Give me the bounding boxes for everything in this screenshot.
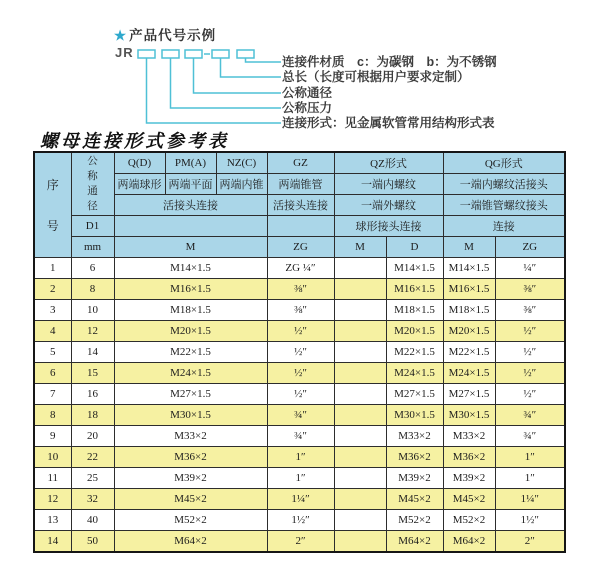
connector-line [221, 58, 282, 77]
table-row [34, 279, 565, 300]
cell-dn: 20 [71, 426, 114, 447]
table-row [34, 531, 565, 553]
header-type-pm: PM(A) [165, 152, 216, 174]
cell-dn: 22 [71, 447, 114, 468]
cell-qz-d: M24×1.5 [386, 363, 443, 384]
cell-qg-zg: 2″ [495, 531, 565, 553]
table-row [34, 300, 565, 321]
cell-seq: 4 [34, 321, 71, 342]
diagram-label-pressure: 公称压力 [282, 101, 333, 115]
product-code-prefix: JR [115, 45, 134, 60]
cell-qg-zg: ½″ [495, 384, 565, 405]
cell-qz-m [334, 258, 386, 279]
cell-qz-d: M39×2 [386, 468, 443, 489]
cell-qz-m [334, 384, 386, 405]
cell-qz-m [334, 510, 386, 531]
cell-qg-m: M36×2 [443, 447, 495, 468]
cell-gz: ⅜″ [267, 300, 334, 321]
header-qg-conn2: 连接 [443, 216, 565, 237]
cell-m: M64×2 [114, 531, 267, 553]
header-empty-cell [267, 216, 334, 237]
cell-qz-m [334, 447, 386, 468]
cell-qz-d: M52×2 [386, 510, 443, 531]
diagram-label-diameter: 公称通径 [282, 86, 333, 100]
cell-dn: 15 [71, 363, 114, 384]
cell-qg-m: M22×1.5 [443, 342, 495, 363]
code-box-5 [237, 50, 254, 58]
cell-qg-m: M14×1.5 [443, 258, 495, 279]
header-row-1 [34, 152, 565, 174]
cell-m: M27×1.5 [114, 384, 267, 405]
cell-gz: ⅜″ [267, 279, 334, 300]
header-dn [71, 152, 114, 216]
header-unit-qg-zg: ZG [495, 237, 565, 258]
header-qg-desc: 一端内螺纹活接头 [443, 174, 565, 195]
header-q-desc: 两端球形 [114, 174, 165, 195]
header-dn-char: 通 [87, 186, 98, 197]
cell-qg-zg: ¼″ [495, 258, 565, 279]
header-row-2 [34, 174, 565, 195]
cell-m: M39×2 [114, 468, 267, 489]
cell-dn: 6 [71, 258, 114, 279]
cell-qg-m: M27×1.5 [443, 384, 495, 405]
diagram-label-connection: 连接形式：见金属软管常用结构形式表 [282, 116, 495, 130]
cell-qz-d: M18×1.5 [386, 300, 443, 321]
table-title: 螺母连接形式参考表 [40, 131, 229, 152]
header-unit-qz-d: D [386, 237, 443, 258]
cell-qz-d: M36×2 [386, 447, 443, 468]
cell-seq: 7 [34, 384, 71, 405]
cell-m: M16×1.5 [114, 279, 267, 300]
cell-qg-zg: ¾″ [495, 426, 565, 447]
code-box-1 [138, 50, 155, 58]
cell-qz-d: M14×1.5 [386, 258, 443, 279]
connector-line [194, 58, 282, 93]
header-seq-char: 号 [46, 218, 59, 233]
connector-line [147, 58, 282, 123]
cell-dn: 14 [71, 342, 114, 363]
header-dn-char: 称 [87, 171, 98, 182]
header-unit-zg: ZG [267, 237, 334, 258]
header-type-qg: QG形式 [443, 152, 565, 174]
cell-qg-m: M39×2 [443, 468, 495, 489]
cell-seq: 14 [34, 531, 71, 553]
header-row-3 [34, 195, 565, 216]
cell-qg-m: M33×2 [443, 426, 495, 447]
header-type-qz: QZ形式 [334, 152, 443, 174]
cell-seq: 10 [34, 447, 71, 468]
cell-qz-m [334, 321, 386, 342]
table-row [34, 405, 565, 426]
table-body [34, 258, 565, 553]
cell-qg-m: M20×1.5 [443, 321, 495, 342]
header-row-4 [34, 216, 565, 237]
code-box-3 [185, 50, 202, 58]
cell-seq: 3 [34, 300, 71, 321]
cell-m: M52×2 [114, 510, 267, 531]
cell-m: M33×2 [114, 426, 267, 447]
cell-gz: ½″ [267, 342, 334, 363]
header-pm-desc: 两端平面 [165, 174, 216, 195]
cell-gz: 2″ [267, 531, 334, 553]
header-d1: D1 [71, 216, 114, 237]
header-type-nz: NZ(C) [216, 152, 267, 174]
cell-seq: 1 [34, 258, 71, 279]
cell-gz: ¾″ [267, 426, 334, 447]
cell-gz: ½″ [267, 363, 334, 384]
cell-qg-zg: 1″ [495, 468, 565, 489]
cell-qg-zg: 1″ [495, 447, 565, 468]
cell-seq: 9 [34, 426, 71, 447]
cell-m: M18×1.5 [114, 300, 267, 321]
cell-m: M24×1.5 [114, 363, 267, 384]
cell-qg-m: M52×2 [443, 510, 495, 531]
diagram-label-material: 连接件材质 c：为碳钢 b：为不锈钢 [282, 55, 497, 69]
cell-dn: 8 [71, 279, 114, 300]
cell-qz-d: M22×1.5 [386, 342, 443, 363]
cell-qz-m [334, 426, 386, 447]
table-row [34, 468, 565, 489]
header-qz-conn2: 球形接头连接 [334, 216, 443, 237]
table-row [34, 426, 565, 447]
cell-seq: 12 [34, 489, 71, 510]
cell-m: M20×1.5 [114, 321, 267, 342]
cell-qz-m [334, 531, 386, 553]
cell-dn: 40 [71, 510, 114, 531]
header-row-5 [34, 237, 565, 258]
header-unit-qz-m: M [334, 237, 386, 258]
cell-qz-d: M27×1.5 [386, 384, 443, 405]
header-qz-desc: 一端内螺纹 [334, 174, 443, 195]
cell-qz-m [334, 405, 386, 426]
cell-qg-m: M24×1.5 [443, 363, 495, 384]
header-dn-char: 公 [87, 156, 98, 167]
header-nz-desc: 两端内锥 [216, 174, 267, 195]
cell-m: M30×1.5 [114, 405, 267, 426]
cell-gz: ZG ¼″ [267, 258, 334, 279]
cell-m: M36×2 [114, 447, 267, 468]
cell-qz-d: M16×1.5 [386, 279, 443, 300]
header-seq [34, 152, 71, 258]
cell-qz-d: M45×2 [386, 489, 443, 510]
cell-seq: 13 [34, 510, 71, 531]
cell-qg-zg: ⅜″ [495, 300, 565, 321]
table-row [34, 258, 565, 279]
cell-qz-m [334, 489, 386, 510]
cell-qg-zg: ⅜″ [495, 279, 565, 300]
cell-qg-m: M45×2 [443, 489, 495, 510]
cell-seq: 8 [34, 405, 71, 426]
cell-seq: 6 [34, 363, 71, 384]
cell-seq: 11 [34, 468, 71, 489]
cell-qz-m [334, 279, 386, 300]
cell-seq: 2 [34, 279, 71, 300]
product-code-diagram [110, 44, 285, 136]
table-row [34, 489, 565, 510]
cell-qz-d: M20×1.5 [386, 321, 443, 342]
cell-qz-m [334, 363, 386, 384]
diagram-label-length: 总长（长度可根据用户要求定制） [282, 70, 470, 84]
header-gz-conn: 活接头连接 [267, 195, 334, 216]
cell-seq: 5 [34, 342, 71, 363]
cell-qz-d: M30×1.5 [386, 405, 443, 426]
header-qg-conn: 一端锥管螺纹接头 [443, 195, 565, 216]
cell-gz: 1″ [267, 447, 334, 468]
cell-qg-zg: ½″ [495, 363, 565, 384]
header-type-gz: GZ [267, 152, 334, 174]
cell-qg-zg: 1¼″ [495, 489, 565, 510]
header-type-q: Q(D) [114, 152, 165, 174]
cell-qg-m: M18×1.5 [443, 300, 495, 321]
table-row [34, 510, 565, 531]
product-code-heading [114, 24, 216, 44]
cell-dn: 50 [71, 531, 114, 553]
cell-qz-d: M64×2 [386, 531, 443, 553]
cell-gz: ¾″ [267, 405, 334, 426]
header-dn-char: 径 [87, 201, 98, 212]
cell-qg-zg: ½″ [495, 321, 565, 342]
cell-m: M14×1.5 [114, 258, 267, 279]
header-union-conn: 活接头连接 [114, 195, 267, 216]
header-mm: mm [71, 237, 114, 258]
cell-gz: ½″ [267, 384, 334, 405]
star-icon: ★ [114, 28, 128, 43]
header-qz-conn: 一端外螺纹 [334, 195, 443, 216]
cell-qz-m [334, 468, 386, 489]
header-unit-m: M [114, 237, 267, 258]
table-row [34, 384, 565, 405]
cell-qg-zg: ¾″ [495, 405, 565, 426]
cell-dn: 25 [71, 468, 114, 489]
cell-gz: 1¼″ [267, 489, 334, 510]
header-empty-cell [114, 216, 267, 237]
header-gz-desc: 两端锥管 [267, 174, 334, 195]
cell-qg-m: M30×1.5 [443, 405, 495, 426]
cell-qg-zg: 1½″ [495, 510, 565, 531]
cell-gz: 1″ [267, 468, 334, 489]
nut-connection-table [33, 151, 566, 553]
cell-dn: 10 [71, 300, 114, 321]
table-row [34, 321, 565, 342]
header-seq-char: 序 [46, 178, 59, 193]
code-box-2 [162, 50, 179, 58]
cell-gz: ½″ [267, 321, 334, 342]
connector-line [171, 58, 282, 108]
cell-dn: 18 [71, 405, 114, 426]
cell-m: M45×2 [114, 489, 267, 510]
header-unit-qg-m: M [443, 237, 495, 258]
table-row [34, 363, 565, 384]
cell-qz-d: M33×2 [386, 426, 443, 447]
table-row [34, 342, 565, 363]
cell-dn: 12 [71, 321, 114, 342]
cell-dn: 16 [71, 384, 114, 405]
cell-qz-m [334, 300, 386, 321]
cell-gz: 1½″ [267, 510, 334, 531]
cell-dn: 32 [71, 489, 114, 510]
cell-qg-m: M64×2 [443, 531, 495, 553]
product-code-heading-text: 产品代号示例 [129, 28, 217, 43]
cell-qg-m: M16×1.5 [443, 279, 495, 300]
cell-qz-m [334, 342, 386, 363]
cell-qg-zg: ½″ [495, 342, 565, 363]
table-row [34, 447, 565, 468]
code-box-4 [212, 50, 229, 58]
cell-m: M22×1.5 [114, 342, 267, 363]
